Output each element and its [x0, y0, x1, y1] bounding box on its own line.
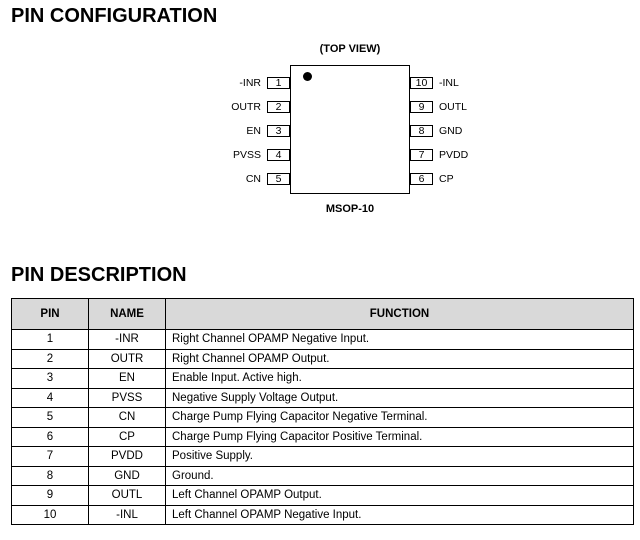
pin-name-left: OUTR — [231, 101, 261, 113]
table-row — [12, 466, 634, 486]
pin-number-box: 2 — [267, 101, 290, 113]
cell-name: CP — [89, 427, 166, 447]
pin-description-table — [11, 298, 634, 525]
cell-name: PVSS — [89, 388, 166, 408]
cell-function: Charge Pump Flying Capacitor Negative Terminal. — [166, 408, 634, 428]
cell-pin: 7 — [12, 447, 89, 467]
column-header-name: NAME — [89, 299, 166, 330]
pin-name-left: EN — [246, 125, 261, 137]
column-header-function: FUNCTION — [166, 299, 634, 330]
pin-name-left: CN — [245, 173, 261, 185]
table-row — [12, 369, 634, 389]
pin-number-box: 1 — [267, 77, 290, 89]
pin-number-box: 5 — [267, 173, 290, 185]
cell-name: CN — [89, 408, 166, 428]
cell-function: Negative Supply Voltage Output. — [166, 388, 634, 408]
table-row — [12, 330, 634, 350]
pin-name-right: CP — [439, 173, 454, 185]
cell-name: OUTR — [89, 349, 166, 369]
cell-pin: 1 — [12, 330, 89, 350]
cell-name: PVDD — [89, 447, 166, 467]
pin-name-right: OUTL — [439, 101, 468, 113]
cell-function: Left Channel OPAMP Output. — [166, 486, 634, 506]
table-row — [12, 486, 634, 506]
pin-number-box: 6 — [410, 173, 433, 185]
cell-function: Left Channel OPAMP Negative Input. — [166, 505, 634, 525]
table-row — [12, 447, 634, 467]
cell-pin: 3 — [12, 369, 89, 389]
top-view-label: (TOP VIEW) — [319, 43, 381, 55]
cell-pin: 5 — [12, 408, 89, 428]
table-row — [12, 408, 634, 428]
table-row — [12, 349, 634, 369]
column-header-pin: PIN — [12, 299, 89, 330]
cell-name: -INL — [89, 505, 166, 525]
cell-pin: 2 — [12, 349, 89, 369]
cell-pin: 10 — [12, 505, 89, 525]
pin-name-right: GND — [439, 125, 463, 137]
cell-pin: 9 — [12, 486, 89, 506]
chip-body — [290, 65, 410, 194]
pin-number-box: 3 — [267, 125, 290, 137]
cell-name: -INR — [89, 330, 166, 350]
pin1-marker-icon — [303, 72, 312, 81]
pin-name-right: -INL — [439, 77, 459, 89]
cell-function: Positive Supply. — [166, 447, 634, 467]
cell-pin: 6 — [12, 427, 89, 447]
cell-name: GND — [89, 466, 166, 486]
pin-name-right: PVDD — [439, 149, 469, 161]
cell-function: Right Channel OPAMP Output. — [166, 349, 634, 369]
pin-number-box: 8 — [410, 125, 433, 137]
pin-diagram — [0, 0, 640, 230]
cell-name: EN — [89, 369, 166, 389]
table-row — [12, 427, 634, 447]
pin-configuration-heading: PIN CONFIGURATION — [11, 5, 218, 27]
cell-function: Charge Pump Flying Capacitor Positive Terminal. — [166, 427, 634, 447]
pin-number-box: 10 — [410, 77, 433, 89]
pin-description-heading: PIN DESCRIPTION — [11, 264, 187, 286]
cell-function: Ground. — [166, 466, 634, 486]
table-header-row — [12, 299, 634, 330]
cell-pin: 4 — [12, 388, 89, 408]
table-row — [12, 505, 634, 525]
cell-pin: 8 — [12, 466, 89, 486]
cell-function: Right Channel OPAMP Negative Input. — [166, 330, 634, 350]
pin-name-left: -INR — [239, 77, 261, 89]
package-label: MSOP-10 — [325, 203, 375, 215]
cell-name: OUTL — [89, 486, 166, 506]
pin-name-left: PVSS — [232, 149, 261, 161]
pin-number-box: 4 — [267, 149, 290, 161]
cell-function: Enable Input. Active high. — [166, 369, 634, 389]
table-row — [12, 388, 634, 408]
pin-number-box: 9 — [410, 101, 433, 113]
pin-number-box: 7 — [410, 149, 433, 161]
